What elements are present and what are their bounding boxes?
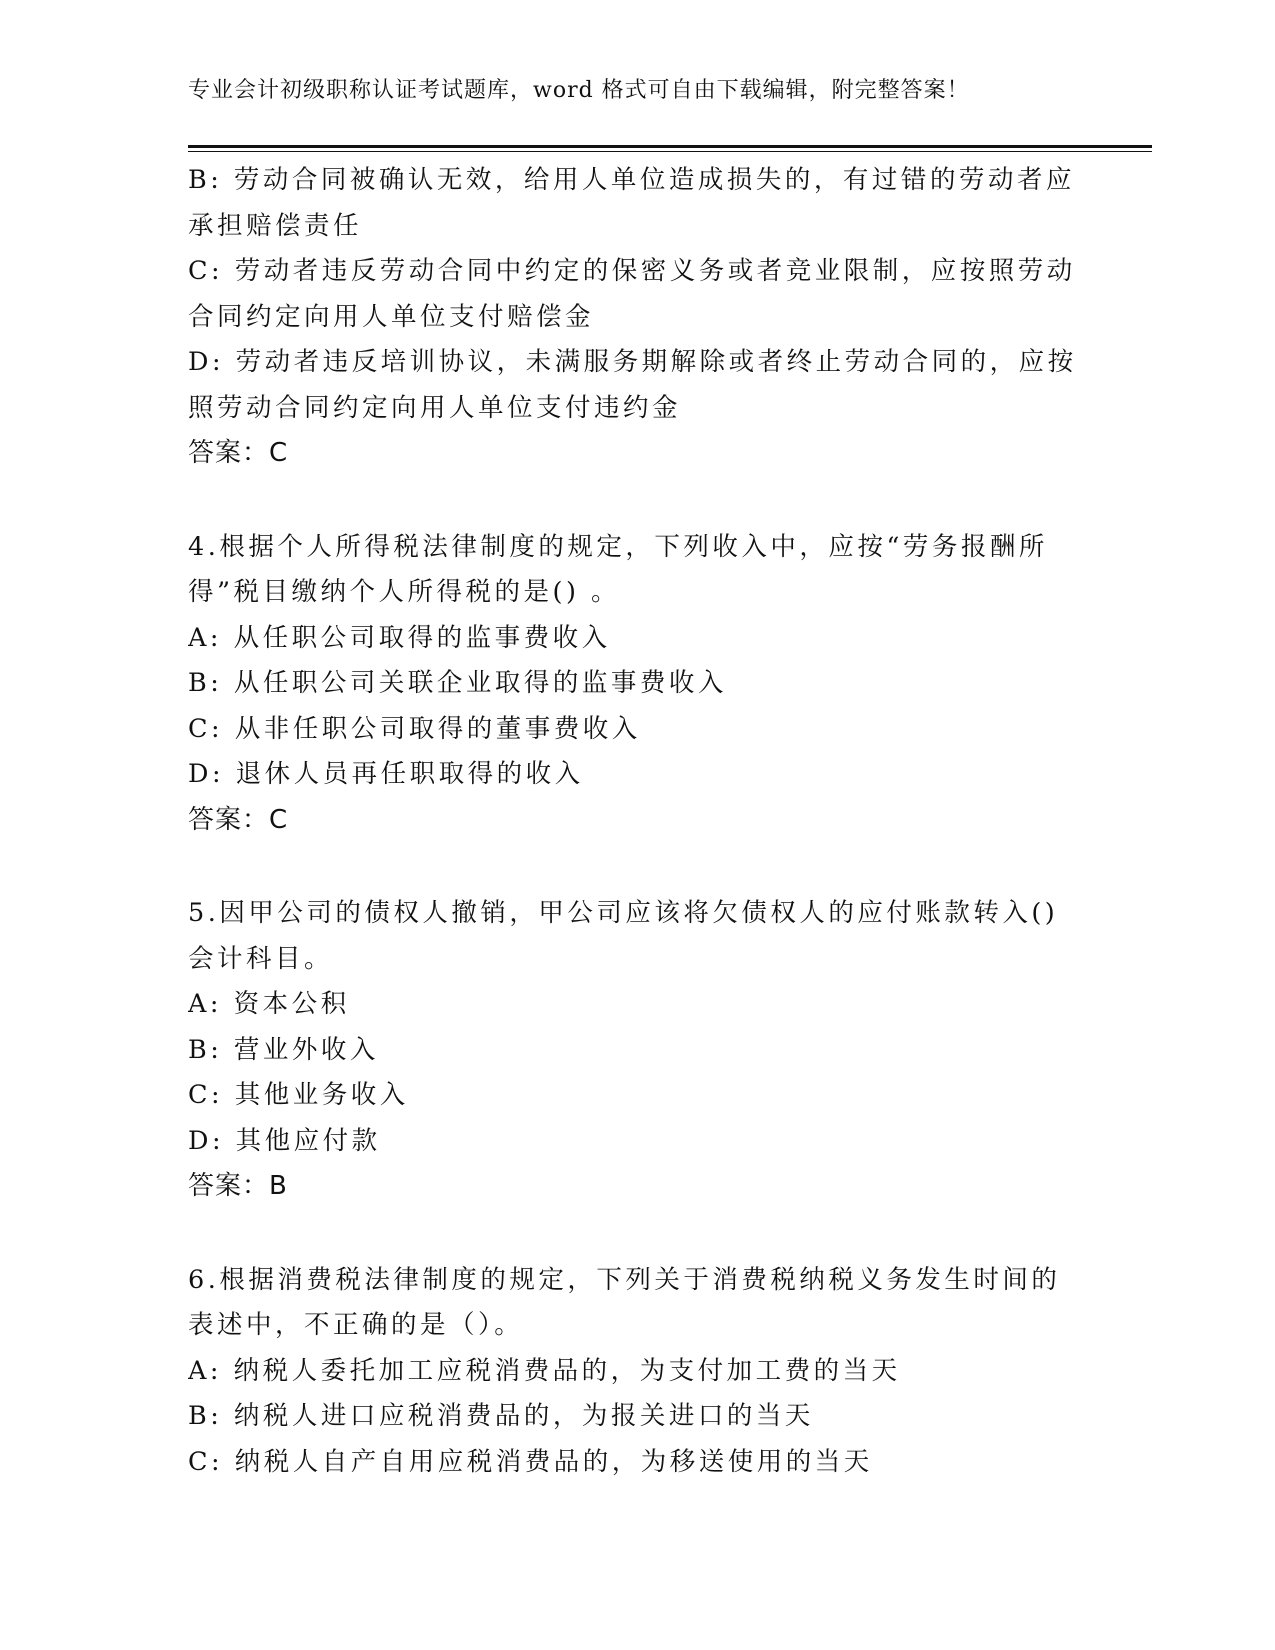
option-c: C: 纳税人自产自用应税消费品的，为移送使用的当天 [188, 1446, 873, 1477]
answer-text: 答案：C [188, 438, 289, 468]
option-c: C: 从非任职公司取得的董事费收入 [188, 713, 641, 744]
question-stem-line-1: 6.根据消费税法律制度的规定，下列关于消费税纳税义务发生时间的 [188, 1264, 1061, 1295]
option-a: A: 资本公积 [188, 989, 350, 1019]
question-spacer [188, 477, 1088, 525]
question-spacer [188, 843, 1088, 891]
question-3 [188, 158, 1088, 477]
option-c-line-2: 合同约定向用人单位支付赔偿金 [188, 301, 595, 332]
page-header: 专业会计初级职称认证考试题库，word 格式可自由下载编辑，附完整答案！ [188, 78, 970, 103]
question-spacer [188, 1210, 1088, 1258]
question-5 [188, 891, 1088, 1210]
page-content [188, 158, 1088, 1485]
header-rule-thick [188, 145, 1152, 148]
option-d: D: 退休人员再任职取得的收入 [188, 759, 584, 789]
option-a: A: 纳税人委托加工应税消费品的，为支付加工费的当天 [188, 1355, 901, 1386]
option-d-line-1: D: 劳动者违反培训协议，未满服务期解除或者终止劳动合同的，应按 [188, 347, 1077, 377]
question-6 [188, 1258, 1088, 1486]
header-rule-thin [188, 151, 1152, 152]
option-b: B: 纳税人进口应税消费品的，为报关进口的当天 [188, 1401, 814, 1431]
option-b-line-2: 承担赔偿责任 [188, 210, 363, 241]
option-d-line-2: 照劳动合同约定向用人单位支付违约金 [188, 392, 682, 423]
question-stem-line-2: 会计科目。 [188, 943, 334, 974]
option-b-line-1: B: 劳动合同被确认无效，给用人单位造成损失的，有过错的劳动者应 [188, 165, 1075, 195]
option-c: C: 其他业务收入 [188, 1080, 409, 1110]
option-a: A: 从任职公司取得的监事费收入 [188, 622, 611, 653]
question-4 [188, 525, 1088, 844]
answer-text: 答案：B [188, 1171, 288, 1201]
option-b: B: 营业外收入 [188, 1034, 379, 1065]
option-d: D: 其他应付款 [188, 1125, 381, 1156]
question-stem-line-2: 得”税目缴纳个人所得税的是() 。 [188, 577, 621, 607]
question-stem-line-2: 表述中，不正确的是（）。 [188, 1310, 524, 1340]
option-c-line-1: C: 劳动者违反劳动合同中约定的保密义务或者竞业限制，应按照劳动 [188, 256, 1076, 286]
question-stem-line-1: 4.根据个人所得税法律制度的规定，下列收入中，应按“劳务报酬所 [188, 531, 1048, 562]
answer-text: 答案：C [188, 804, 289, 835]
question-stem-line-1: 5.因甲公司的债权人撤销，甲公司应该将欠债权人的应付账款转入() [188, 898, 1059, 928]
option-b: B: 从任职公司关联企业取得的监事费收入 [188, 668, 727, 698]
